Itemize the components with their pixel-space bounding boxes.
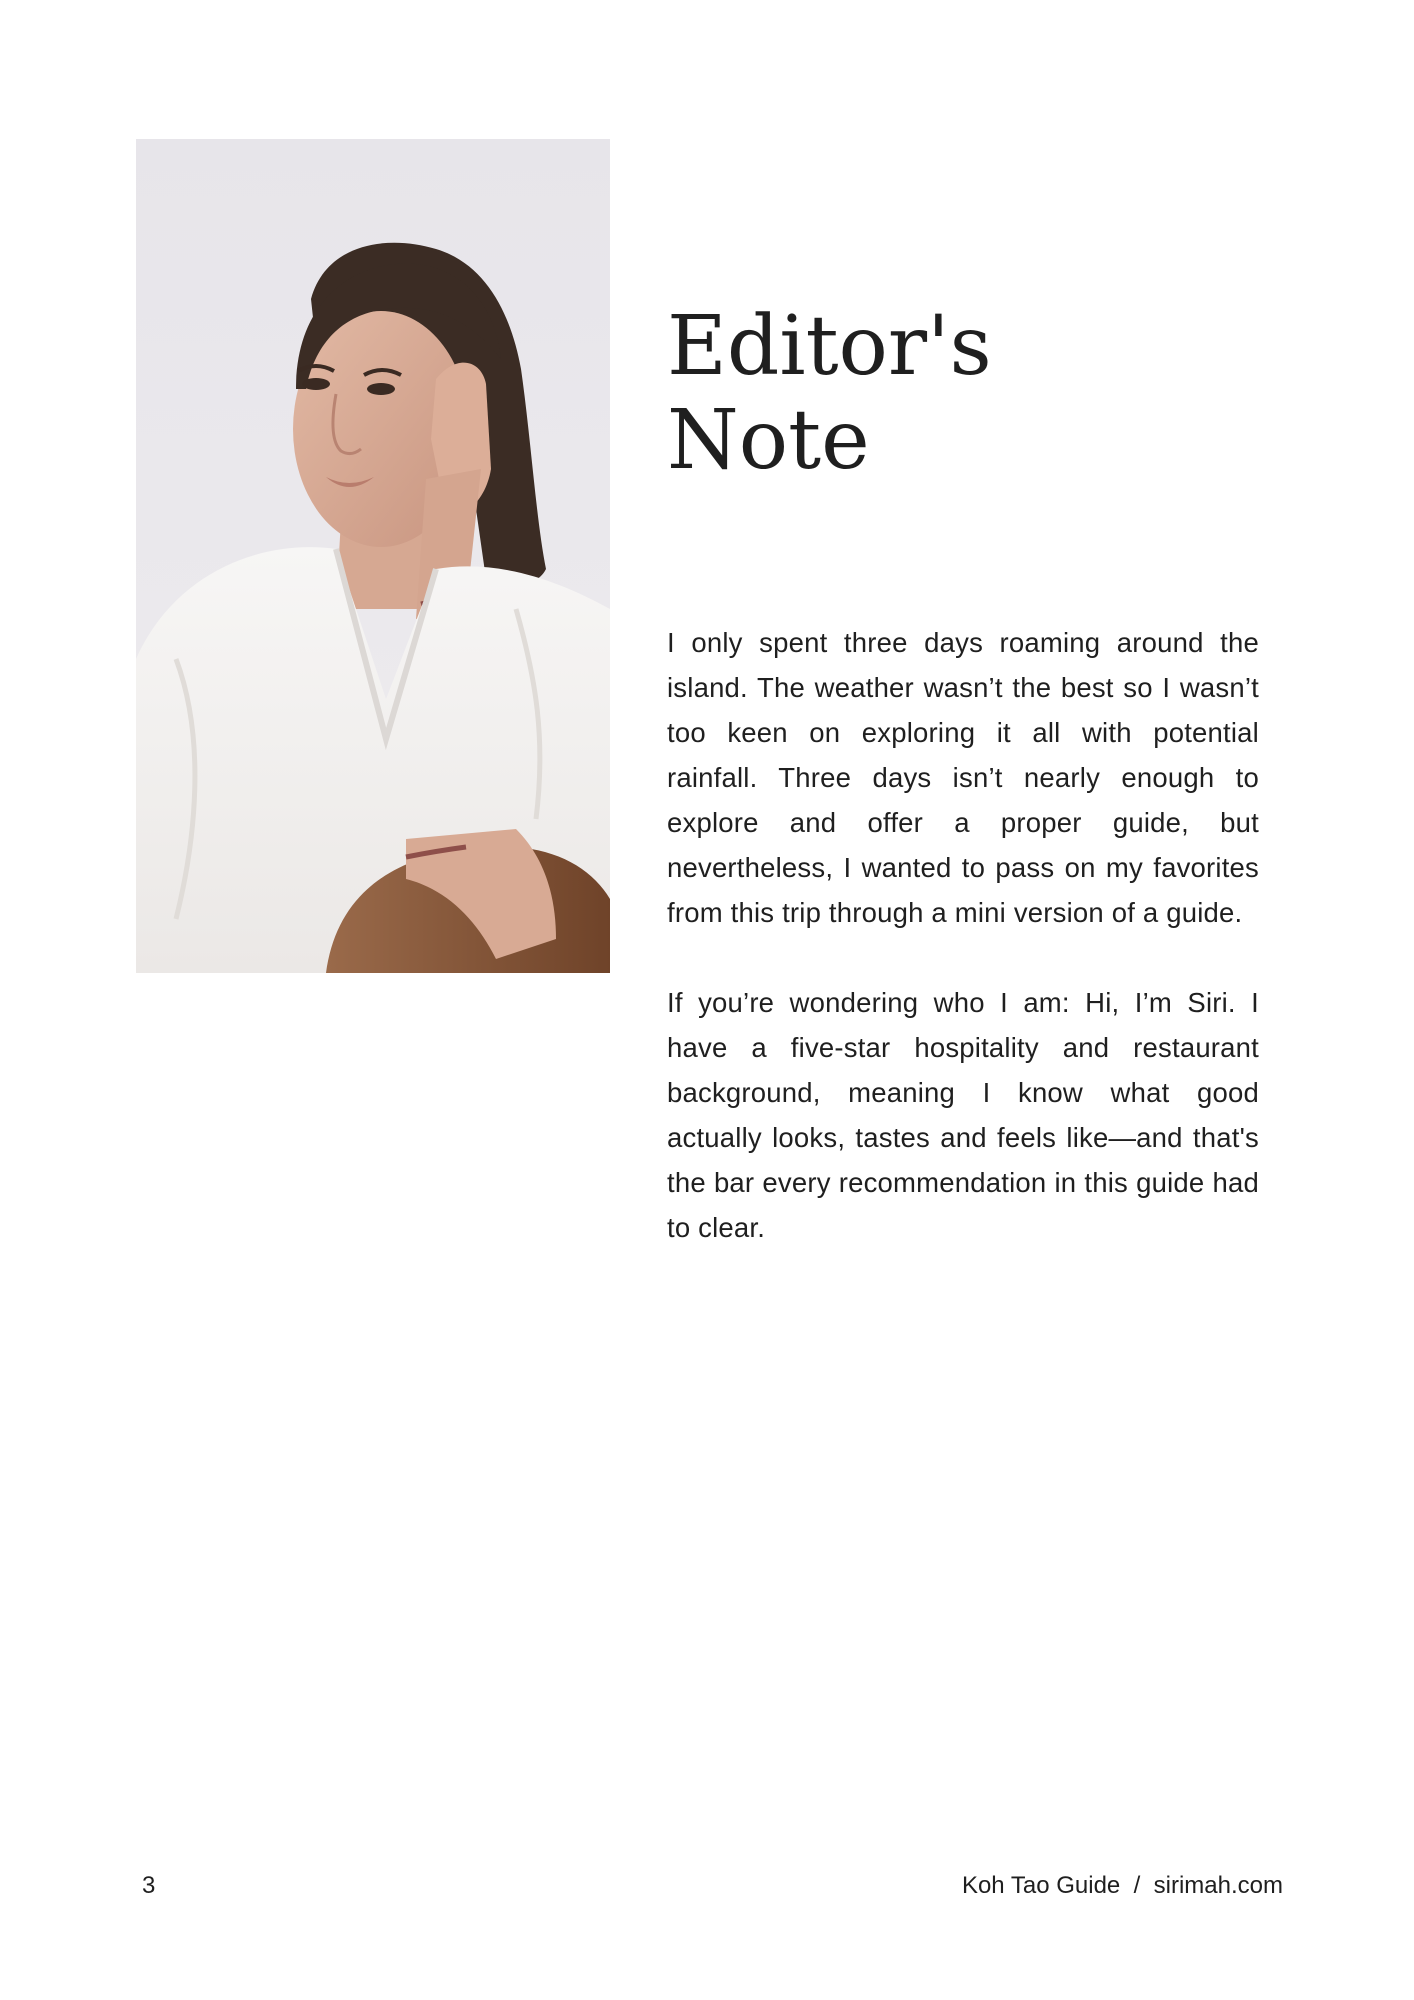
author-paragraph: If you’re wondering who I am: Hi, I’m Siri. I have a five-star hospitality and restaurant background, meaning I know what good actually looks, tastes and feels like—and that's the bar every recommendation in this guide had to clear. xyxy=(667,987,1259,1243)
title-line-2: Note xyxy=(667,393,870,488)
footer-website-link[interactable]: sirimah.com xyxy=(1153,1872,1283,1899)
title-line-1: Editor's xyxy=(667,299,992,394)
page-number: 3 xyxy=(142,1872,156,1899)
author-portrait-photo xyxy=(136,139,610,973)
portrait-illustration xyxy=(136,139,610,973)
footer-guide-name: Koh Tao Guide xyxy=(961,1872,1121,1899)
editors-note-body xyxy=(667,620,1259,1295)
page-title xyxy=(667,300,992,488)
intro-paragraph: I only spent three days roaming around the island. The weather wasn’t the best so I wasn’t too keen on exploring it all with potential rainfall. Three days isn’t nearly enough to explore and offer a proper guide, but nevertheless, I wanted to pass on my favorites from this trip through a mini version of a guide. xyxy=(667,627,1259,928)
footer-separator: / xyxy=(1133,1872,1141,1899)
footer-credits xyxy=(962,1871,1283,1901)
